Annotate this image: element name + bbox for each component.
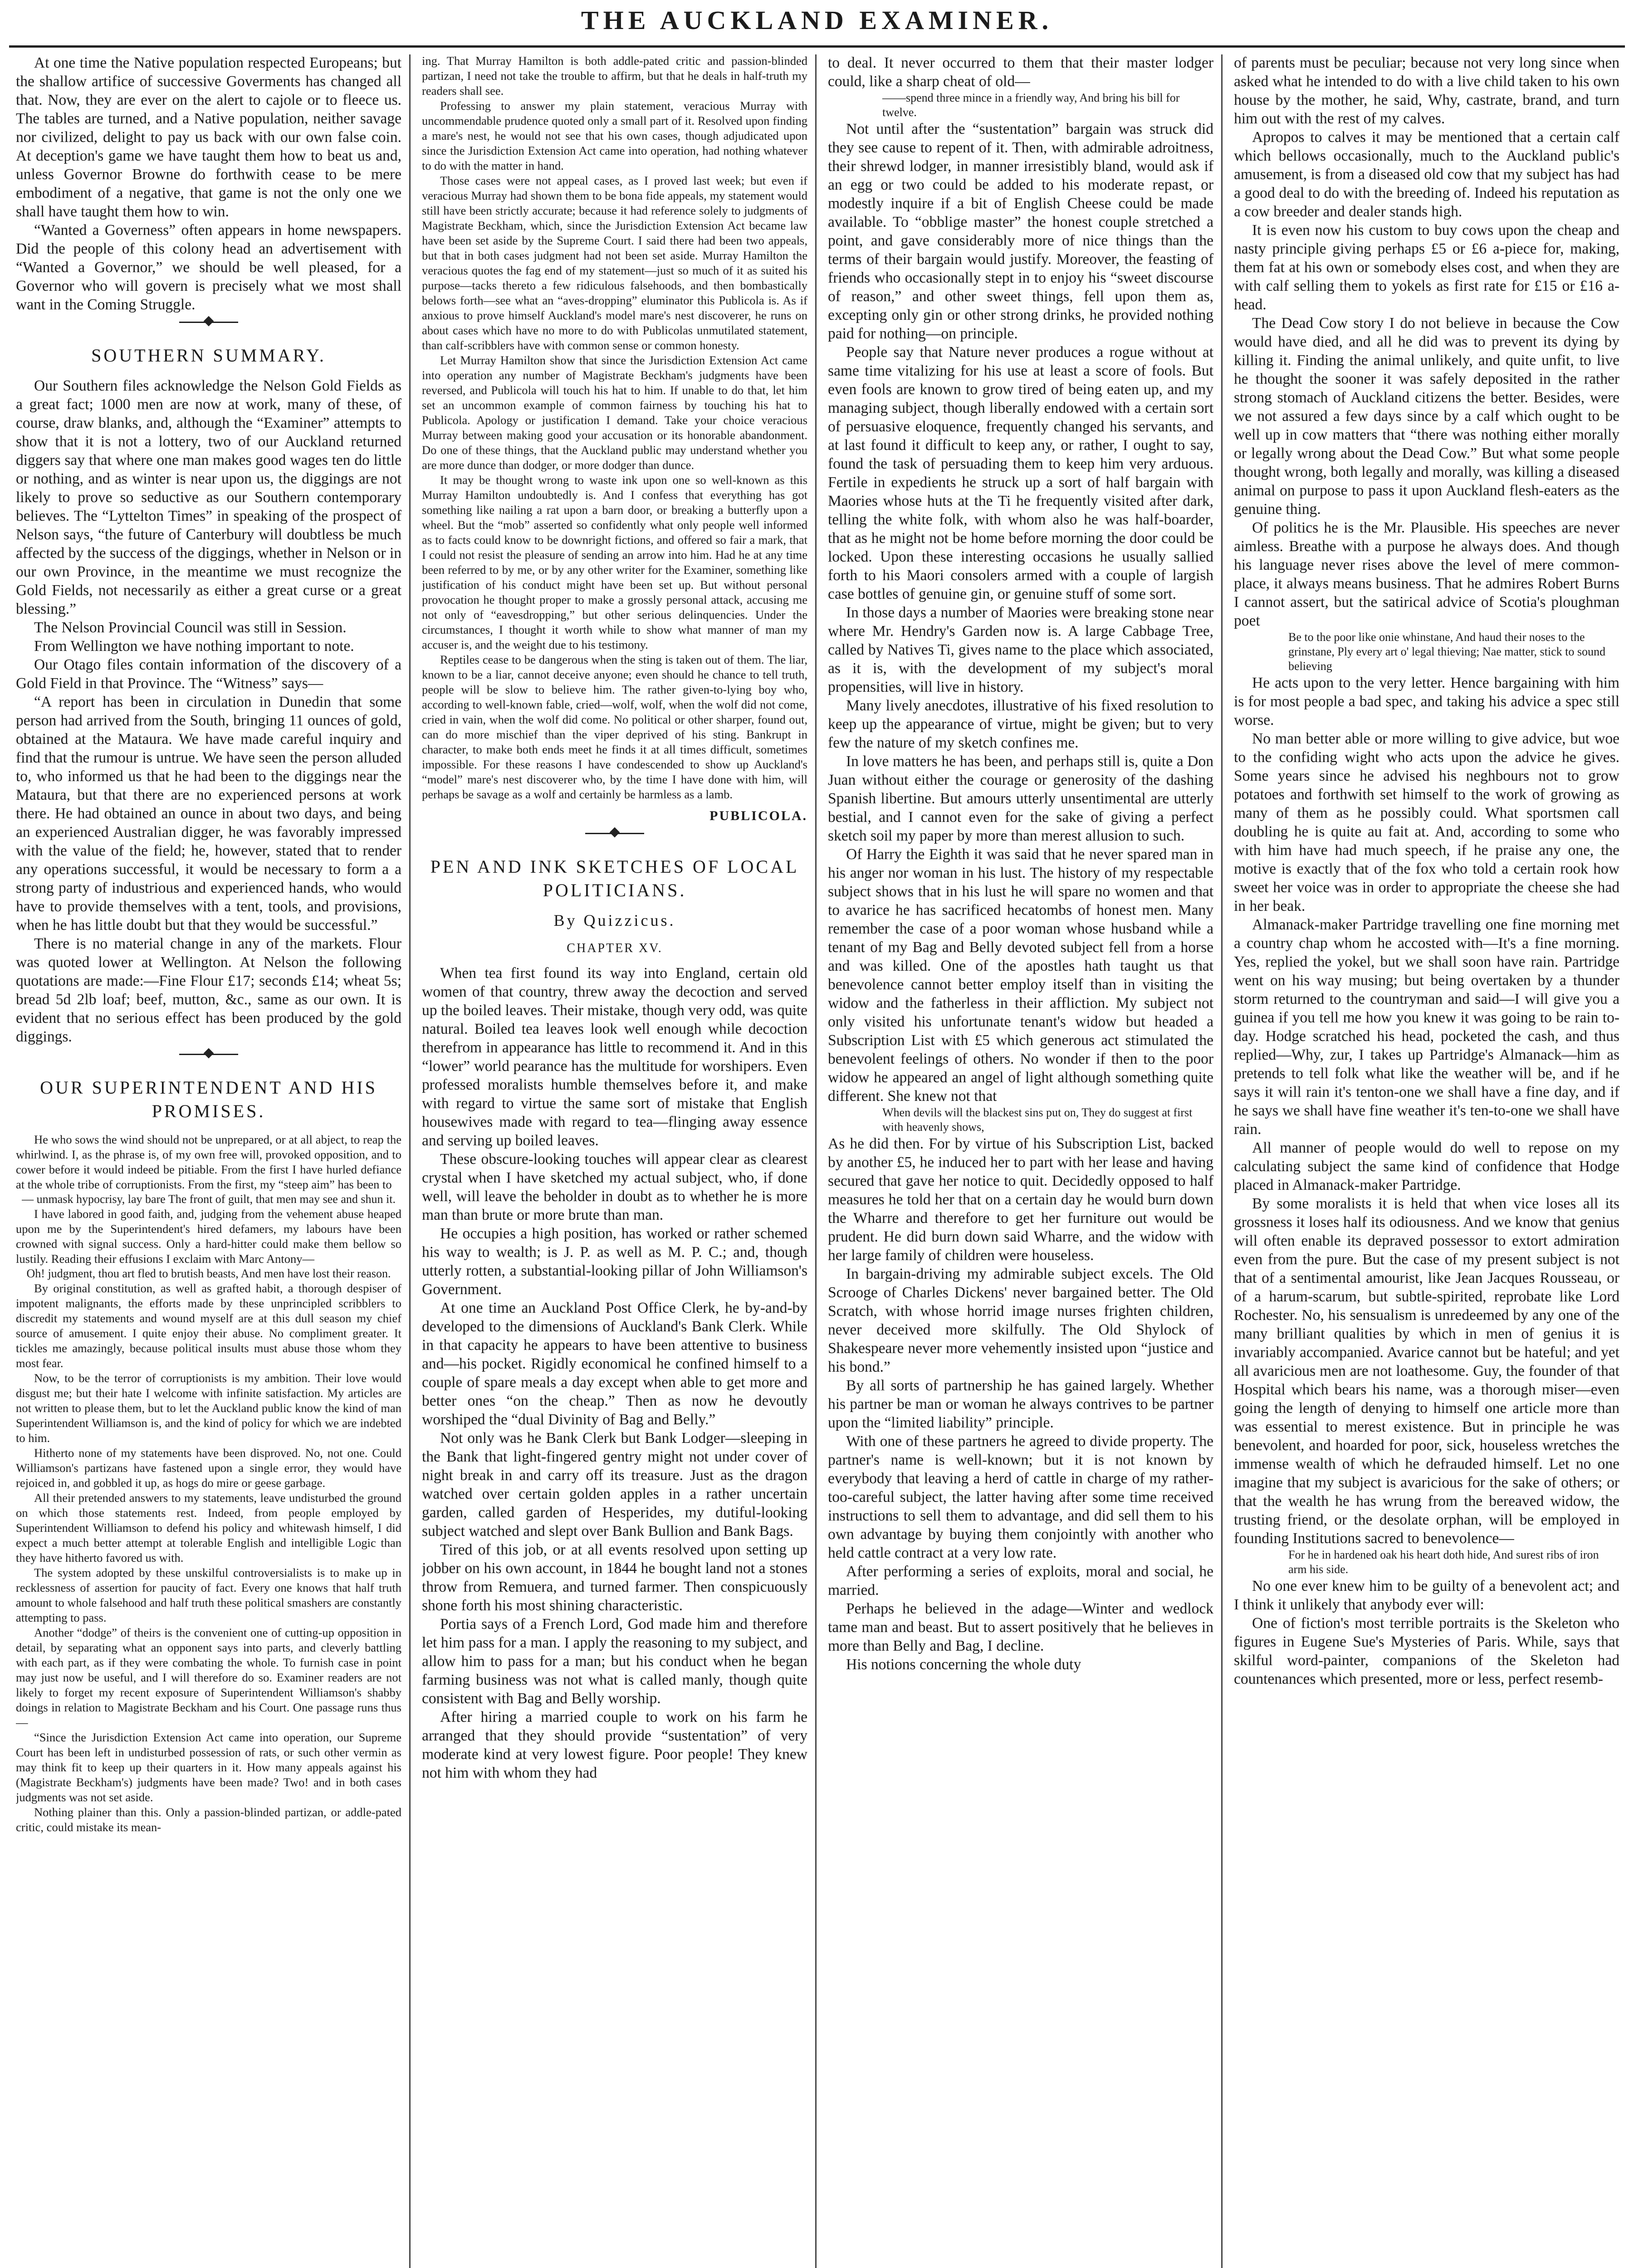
- column-4: [1234, 54, 1619, 2268]
- article-paragraph: As he did then. For by virtue of his Subscription List, backed by another £5, he induced her to part with her lease and having secured that gave her notice to quit. Decidedly opposed to half measures he told her that on a certain day he would burn down the Wharre and therefore to get her furniture out would be prudent. He did burn down said Wharre, and the widow with her large family of children were houseless.: [828, 1135, 1213, 1264]
- article-paragraph: Tired of this job, or at all events resolved upon setting up jobber on his own account, in 1844 he bought land not a stones throw from Remuera, and turned farmer. Then conspicuously shone forth his most shining characteristic.: [422, 1541, 807, 1614]
- masthead-rule: [9, 45, 1625, 48]
- letter-paragraph: Those cases were not appeal cases, as I proved last week; but even if veracious Murray had shown them to be bona fide appeals, my statement would still have been strictly accurate; because it had reference solely to judgments of Magistrate Beckham, which, since the Jurisdiction Extension Act became law have been set aside by the Supreme Court. I said there had been two appeals, but that in both cases judgment had not been set aside. Murray Hamilton the veracious quotes the fag end of my statement—just so much of it as suited his purpose—tacks thereto a few ridiculous falsehoods, and then bombastically belows forth—see what an “aves-dropping” eluminator this Publicola is. As if anxious to prove himself Auckland's model mare's nest discoverer, he runs on about cases which have no more to do with Publicolas unmutilated statement, than calf-scribblers have with common sense or common honesty.: [422, 174, 807, 352]
- article-paragraph: All manner of people would do well to repose on my calculating subject the same kind of confidence that Hodge placed in Almanack-maker Partridge.: [1234, 1139, 1619, 1193]
- letter-paragraph: All their pretended answers to my statements, leave undisturbed the ground on which those statements rest. Indeed, from people employed by Superintendent Williamson to defend his policy and whitewash himself, I did expect a much better attempt at tolerable English and intelligible Logic than they have hitherto favored us with.: [16, 1491, 401, 1564]
- column-3: [828, 54, 1213, 2268]
- article-paragraph: From Wellington we have nothing important to note.: [34, 638, 354, 655]
- sketches-heading: PEN AND INK SKETCHES OF LOCAL POLITICIANS.: [430, 856, 799, 900]
- article-paragraph: After performing a series of exploits, moral and social, he married.: [828, 1563, 1213, 1598]
- letter-paragraph: Now, to be the terror of corruptionists is my ambition. Their love would disgust me; but their hate I welcome with infinite satisfaction. My articles are not written to please them, but to let the Auckland public know the kind of man Superintendent Williamson is, and the kind of policy for which we are indebted to him.: [16, 1371, 401, 1445]
- letter-paragraph: Hitherto none of my statements have been disproved. No, not one. Could Williamson's partizans have fastened upon a single error, they would have rejoiced in, and gobbled it up, as hogs do mire or geese garbage.: [16, 1446, 401, 1490]
- article-paragraph: Of Harry the Eighth it was said that he never spared man in his anger nor woman in his lust. The history of my respectable subject shows that in his lust he will spare no women and that to avarice he has sacrificed hecatombs of honest men. Many remember the case of a poor woman whose husband while a tenant of my Bag and Belly devoted subject fell from a horse and was killed. One of the apostles hath taught us that benevolence cannot better employ itself than in visiting the widow and the fatherless in their affliction. My subject not only visited his unfortunate tenant's widow but headed a Subscription List with £5 which generous act stimulated the benevolent feelings of others. No wonder if then to the poor widow he appeared an angel of light although something quite different. She knew not that: [828, 846, 1213, 1105]
- article-paragraph: In bargain-driving my admirable subject excels. The Old Scrooge of Charles Dickens' never bargained better. The Old Scratch, with whose horrid image nurses frighten children, never deceived more skilfully. The Old Shylock of Shakespeare never more vehemently insisted upon “justice and his bond.”: [828, 1266, 1213, 1375]
- article-paragraph: These obscure-looking touches will appear clear as clearest crystal when I have sketched my actual subject, who, if done well, will leave the beholder in doubt as to whether he is more man than brute or more brute than man.: [422, 1151, 807, 1223]
- article-paragraph: His notions concerning the whole duty: [846, 1656, 1081, 1673]
- signature: PUBLICOLA.: [709, 808, 807, 823]
- verse-quote: ——spend three mince in a friendly way, And bring his bill for twelve.: [882, 91, 1180, 119]
- article-paragraph: The Dead Cow story I do not believe in because the Cow would have died, and all he did was to prevent its dying by killing it. Finding the animal unlikely, and quite unfit, to live he thought the sooner it was safely deposited in the rather strong stomach of Auckland citizens the better. Besides, were we not assured a few days since by a calf which ought to be well up in cow matters that “there was nothing either morally or legally wrong about the Dead Cow.” But what some people thought wrong, both legally and morally, was killing a diseased animal on purpose to pass it upon Auckland flesh-eaters as the genuine thing.: [1234, 315, 1619, 518]
- section-divider: [16, 1046, 401, 1062]
- article-paragraph: He acts upon to the very letter. Hence bargaining with him is for most people a bad spec, and taking his advice a spec still worse.: [1234, 675, 1619, 728]
- letter-paragraph: Another “dodge” of theirs is the convenient one of cutting-up opposition in detail, by separating what an opponent says into parts, and cleverly battling with each part, as if they were combating the whole. To furnish case in point may just now be useful, and I will therefore do so. Examiner readers are not likely to forget my recent exposure of Superintendent Williamson's shabby doings in relation to Magistrate Beckham and his Court. One passage runs thus—: [16, 1626, 401, 1729]
- article-paragraph: No one ever knew him to be guilty of a benevolent act; and I think it unlikely that anybody ever will:: [1234, 1578, 1619, 1613]
- section-divider: [16, 314, 401, 330]
- letter-paragraph: The system adopted by these unskilful controversialists is to make up in recklessness of assertion for paucity of fact. Every one knows that half truth amount to whole falsehood and half truth these political smashers are constantly attempting to pass.: [16, 1566, 401, 1624]
- letter-paragraph: Reptiles cease to be dangerous when the sting is taken out of them. The liar, known to be a liar, cannot deceive anyone; even should he chance to tell truth, people will be slow to believe him. The rather given-to-lying boy who, according to well-known fable, cried—wolf, wolf, when the wolf did not come, cried in vain, when the wolf did come. No political or other sharper, found out, can do more mischief than the viper deprived of his sting. Bankrupt in character, to make both ends meet he finds it at all times difficult, sometimes impossible. For these reasons I have condescended to show up Auckland's “model” mare's nest discoverer who, by the time I have done with him, will perhaps be savage as a wolf and certainly be harmless as a lamb.: [422, 653, 807, 801]
- article-paragraph: He occupies a high position, has worked or rather schemed his way to wealth; is J. P. as well as M. P. C.; and, though utterly rotten, a substantial-looking pillar of John Williamson's Government.: [422, 1225, 807, 1298]
- column-1: [16, 54, 401, 2268]
- article-paragraph: By some moralists it is held that when vice loses all its grossness it loses half its odiousness. And we know that genius will often enable its depraved possessor to extort admiration even from the pure. But the case of my present subject is not that of a sentimental amourist, like Jean Jacques Rousseau, or of a harum-scarum, but subtle-spirited, reprobate like Lord Rochester. No, his sensualism is unredeemed by any one of the many brilliant qualities by which in men of genius it is invariably accompanied. Avarice cannot but be hateful; and yet all avaricious men are not loathesome. Guy, the founder of that Hospital which bears his name, was a thorough miser—even going the length of denying to himself one article more than was essential to merest existence. But in principle he was benevolent, and hoarded for poor, sick, houseless wretches the immense wealth of which he defrauded himself. Let no one imagine that my subject is avaricious for the sake of others; or that the wealth he has wrung from the bereaved widow, the trusting friend, or the desolate orphan, will be employed in founding Institutions sacred to benevolence—: [1234, 1195, 1619, 1547]
- article-paragraph: The Nelson Provincial Council was still in Session.: [34, 619, 347, 636]
- article-paragraph: After hiring a married couple to work on his farm he arranged that they should provide “sustentation” of very moderate kind at very lowest figure. Poor people! They knew not him with whom they had: [422, 1709, 807, 1781]
- article-paragraph: At one time the Native population respected Europeans; but the shallow artifice of successive Goverments has changed all that. Now, they are ever on the alert to cajole or to fleece us. The tables are turned, and a Native population, neither savage nor civilized, delight to pay us back with our own false coin. At deception's game we have taught them how to beat us and, unless Governor Browne do forthwith cease to be mere embodiment of a negative, that game is not the only one we shall have taught them how to win.: [16, 54, 401, 220]
- article-paragraph: to deal. It never occurred to them that their master lodger could, like a sharp cheat of old—: [828, 54, 1213, 90]
- article-paragraph: People say that Nature never produces a rogue without at same time vitalizing for his use at least a score of fools. But even fools are known to grow tired of being eaten up, and my managing subject, though liberally endowed with a certain sort of persuasive eloquence, frequently changed his servants, and at last found it difficult to keep any, or rather, I ought to say, found the task of persuading them to keep him very arduous. Fertile in expedients he struck up a sort of half bargain with Maories whose huts at the Ti he frequently visited after dark, telling the white folk, with whom also he was half-boarder, that as he might not be home before morning the door could be locked. Upon these interesting occasions he usually sallied forth to his Maori consolers armed with a couple of largish case bottles of genuine gin, or genuine stuff of some sort.: [828, 344, 1213, 602]
- chapter-label: CHAPTER XV.: [567, 941, 663, 955]
- article-paragraph: of parents must be peculiar; because not very long since when asked what he intended to do with a live child taken to his own house by the mother, he said, Why, castrate, brand, and turn him out with the rest of my calves.: [1234, 54, 1619, 127]
- verse-quote: — unmask hypocrisy, lay bare The front of guilt, that men may see and shun it.: [22, 1193, 396, 1206]
- letter-paragraph: Let Murray Hamilton show that since the Jurisdiction Extension Act came into operation any number of Magistrate Beckham's judgments have been reversed, and Publicola will touch his hat to him. If unable to do that, let him set an uncommon example of common fairness by touching his hat to Publicola. Apology or justification I demand. Take your choice veracious Murray between making good your accusation or its honorable abandonment. Do one of these things, that the Auckland public may understand whether you are more dunce than dodger, or more dodger than dunce.: [422, 353, 807, 472]
- article-paragraph: Of politics he is the Mr. Plausible. His speeches are never aimless. Breathe with a purpose he always does. And though his language never rises above the level of mere common-place, it always means business. That he admires Robert Burns I cannot assert, but the satirical advice of Scotia's ploughman poet: [1234, 519, 1619, 629]
- verse-quote: For he in hardened oak his heart doth hide, And surest ribs of iron arm his side.: [1288, 1548, 1599, 1576]
- verse-quote: When devils will the blackest sins put on, They do suggest at first with heavenly shows,: [882, 1106, 1193, 1134]
- article-paragraph: Our Southern files acknowledge the Nelson Gold Fields as a great fact; 1000 men are now at work, many of these, of course, draw blanks, and, although the “Examiner” attempts to show that it is not a lottery, two of our Auckland returned diggers say that where one man makes good wages ten do little or nothing, and as winter is near upon us, the diggings are not likely to prove so seductive as our Southern contemporary believes. The “Lyttelton Times” in speaking of the prospect of Nelson says, “the future of Canterbury will doubtless be much affected by the success of the diggings, whether in Nelson or in our own Province, in the meantime we must recognize the Gold Fields, not necessarily as either a great curse or a great blessing.”: [16, 377, 401, 617]
- article-paragraph: No man better able or more willing to give advice, but woe to the confiding wight who acts upon the advice he gives. Some years since he advised his neghbours not to grow potatoes and forthwith set himself to the work of growing as many of them as he possibly could. What sportsmen call doubling he is quite au fait at. And, according to some who with him have had much speech, if he praise any one, the motive is exactly that of the fox who told a certain rook how sweet her voice was in order to appropriate the cheese she had in her beak.: [1234, 730, 1619, 914]
- superintendent-heading: OUR SUPERINTENDENT AND HIS PROMISES.: [40, 1077, 377, 1121]
- article-paragraph: “A report has been in circulation in Dunedin that some person had arrived from the South, bringing 11 ounces of gold, obtained at the Mataura. We have made careful inquiry and find that the rumour is untrue. We have seen the person alluded to, who informed us that he had been to the diggings near the Mataura, but that there are no experienced persons at work there. He had obtained an ounce in about two days, and being an experienced Australian digger, he was favorably impressed with the value of the field; he, however, stated that to render any operations successful, it would be necessary to form a a strong party of industrious and experienced hands, who would have to provide themselves with a tent, tools, and provisions, when he has little doubt but that they would be successful.”: [16, 694, 401, 934]
- article-paragraph: Apropos to calves it may be mentioned that a certain calf which bellows occasionally, much to the Auckland public's amusement, is from a diseased old cow that my subject has had a good deal to do with the breeding of. Indeed his reputation as a cow breeder and dealer stands high.: [1234, 129, 1619, 220]
- article-paragraph: When tea first found its way into England, certain old women of that country, threw away the decoction and served up the boiled leaves. Their mistake, though very odd, was quite natural. Boiled tea leaves look well enough while decoction therefrom in appearance has little to recommend it. And in this “lower” world pearance has the multitude for worshipers. Even professed moralists humble themselves before it, and make with regard to virtue the same sort of mistake that English housewives made with regard to tea—flinging away essence and serving up boiled leaves.: [422, 965, 807, 1149]
- southern-summary-heading: SOUTHERN SUMMARY.: [91, 345, 326, 366]
- article-paragraph: Not until after the “sustentation” bargain was struck did they see cause to repent of it. Then, with admirable adroitness, their shrewd lodger, in manner irresistibly bland, would ask if an egg or two could be added to his moderate repast, or modestly inquire if a bit of English Cheese could be made available. To “obblige master” the honest couple stretched a point, and gave considerably more of nice things than the terms of their bargain would justify. Moreover, the feasting of friends who occasionally stept in to enjoy his “sweet discourse of reason,” and other sweet things, fell upon them as, excepting only gin or other strong drinks, he provided nothing paid for nothing—on principle.: [828, 121, 1213, 342]
- letter-paragraph: He who sows the wind should not be unprepared, or at all abject, to reap the whirlwind. I, as the phrase is, of my own free will, provoked opposition, and to cower before it would indeed be pitiable. From the first I have hurled defiance at the whole tribe of corruptionists. From the first, my “steep aim” has been to: [16, 1133, 401, 1191]
- column-2: [422, 54, 807, 2268]
- column-rule: [1221, 54, 1223, 2268]
- article-paragraph: There is no material change in any of the markets. Flour was quoted lower at Wellington. At Nelson the following quotations are made:—Fine Flour £17; seconds £14; wheat 5s; bread 5d 2lb loaf; beef, mutton, &c., same as our own. It is evident that no serious effect has been produced by the gold diggings.: [16, 935, 401, 1045]
- letter-paragraph: Nothing plainer than this. Only a passion-blinded partizan, or addle-pated critic, could mistake its mean-: [16, 1805, 401, 1834]
- byline: By Quizzicus.: [553, 911, 676, 929]
- article-paragraph: It is even now his custom to buy cows upon the cheap and nasty principle giving perhaps £5 or £6 a-piece for, making, them fat at his own or somebody elses cost, and when they are with calf selling them to yokels as first rate for £15 or £16 a-head.: [1234, 222, 1619, 313]
- article-paragraph: Perhaps he believed in the adage—Winter and wedlock tame man and beast. But to assert positively that he believes in more than Belly and Bag, I decline.: [828, 1600, 1213, 1654]
- letter-paragraph: Professing to answer my plain statement, veracious Murray with uncommendable prudence quoted only a small part of it. Resolved upon finding a mare's nest, he would not see that his own cases, though adjudicated upon since the Jurisdiction Extension Act came into operation, had nothing whatever to do with the matter in hand.: [422, 99, 807, 172]
- letter-paragraph: By original constitution, as well as grafted habit, a thorough despiser of impotent malignants, the efforts made by these unprincipled scribblers to discredit my statements and wound myself are at this dull season my chief source of amusement. I quite enjoy their abuse. No compliment greater. It tickles me amazingly, because political insults must abuse those whom they most fear.: [16, 1281, 401, 1370]
- column-rule: [409, 54, 411, 2268]
- article-paragraph: At one time an Auckland Post Office Clerk, he by-and-by developed to the dimensions of Auckland's Bank Clerk. While in that capacity he appears to have been attentive to business and—his pocket. Rigidly economical he confined himself to a couple of spare meals a day except when able to get more and better ones “on the cheap.” Then as now he devoutly worshiped the “dual Divinity of Bag and Belly.”: [422, 1300, 807, 1428]
- article-paragraph: Not only was he Bank Clerk but Bank Lodger—sleeping in the Bank that light-fingered gentry might not under cover of night break in and carry off its treasure. Just as the dragon watched over certain golden apples in a rather uncertain garden, called garden of Hesperides, my dutiful-looking subject watched and slept over Bank Bullion and Bank Bags.: [422, 1430, 807, 1540]
- masthead-title: THE AUCKLAND EXAMINER.: [581, 5, 1053, 35]
- article-paragraph: Many lively anecdotes, illustrative of his fixed resolution to keep up the appearance of virtue, might be given; but to very few the nature of my sketch confines me.: [828, 697, 1213, 751]
- letter-paragraph: “Since the Jurisdiction Extension Act came into operation, our Supreme Court has been left in undisturbed possession of rats, or such other vermin as may think fit to keep up their quarters in it. How many appeals against his (Magistrate Beckham's) judgments have been made? Two! and in both cases judgments was not set aside.: [16, 1730, 401, 1804]
- letter-paragraph: It may be thought wrong to waste ink upon one so well-known as this Murray Hamilton undoubtedly is. And I confess that everything has got something like nailing a rat upon a barn door, or breaking a butterfly upon a wheel. But the “mob” asserted so confidently what only people well informed as to facts could know to be downright fictions, and offered so fair a mark, that I could not resist the pleasure of sending an arrow into him. Had he at any time been referred to by me, or by any other writer for the Examiner, something like justification of his conduct might have been set up. But without personal provocation he thought proper to make a grossly personal attack, accusing me not only of “eavesdropping,” but other serious delinquencies. Under the circumstances, I thought it worth while to show what manner of man my accuser is, and the weight due to his testimony.: [422, 473, 807, 651]
- column-rule: [815, 54, 817, 2268]
- verse-quote: Oh! judgment, thou art fled to brutish beasts, And men have lost their reason.: [26, 1267, 391, 1280]
- article-paragraph: Portia says of a French Lord, God made him and therefore let him pass for a man. I apply the reasoning to my subject, and allow him to pass for a man; but his conduct when he began farming business was not what is called manly, though quite consistent with Bag and Belly worship.: [422, 1616, 807, 1707]
- article-paragraph: By all sorts of partnership he has gained largely. Whether his partner be man or woman he always contrives to be partner upon the “limited liability” principle.: [828, 1377, 1213, 1431]
- article-paragraph: Our Otago files contain information of the discovery of a Gold Field in that Province. The “Witness” says—: [16, 656, 401, 692]
- verse-quote: Be to the poor like onie whinstane, And haud their noses to the grinstane, Ply every art o' legal thieving; Nae matter, stick to sound believing: [1288, 631, 1605, 673]
- article-paragraph: With one of these partners he agreed to divide property. The partner's name is well-known; but it is not known by everybody that leaving a herd of cattle in charge of my rather-too-careful subject, the latter having after some time received instructions to sell them to advantage, and did sell them to his own advantage by buying them conjointly with another who held cattle contract at a very low rate.: [828, 1433, 1213, 1561]
- letter-paragraph: I have labored in good faith, and, judging from the vehement abuse heaped upon me by the Superintendent's hired defamers, my labours have been crowned with signal success. Only a hard-hitter could make them bellow so lustily. Reading their effusions I exclaim with Marc Antony—: [16, 1207, 401, 1266]
- article-paragraph: In love matters he has been, and perhaps still is, quite a Don Juan without either the courage or generosity of the dashing Spanish libertine. But amours utterly unsentimental are utterly bestial, and I cannot even for the sake of giving a perfect sketch soil my paper by more than merest allusion to such.: [828, 753, 1213, 844]
- article-paragraph: One of fiction's most terrible portraits is the Skeleton who figures in Eugene Sue's Mysteries of Paris. While, says that skilful word-painter, companions of the Skeleton had countenances which presented, more or less, perfect resemb-: [1234, 1615, 1619, 1687]
- article-paragraph: In those days a number of Maories were breaking stone near where Mr. Hendry's Garden now is. A large Cabbage Tree, called by Natives Ti, gives name to the place which associated, as it is, with the development of my subject's moral propensities, will live in history.: [828, 604, 1213, 695]
- article-paragraph: “Wanted a Governess” often appears in home newspapers. Did the people of this colony head an advertisement with “Wanted a Governor,” we should be well pleased, for a Governor who will govern is precisely what we most shall want in the Coming Struggle.: [16, 222, 401, 313]
- article-paragraph: Almanack-maker Partridge travelling one fine morning met a country chap whom he accosted with—It's a fine morning. Yes, replied the yokel, but we shall soon have rain. Partridge went on his way musing; but being overtaken by a thunder storm returned to the countryman and said—I will give you a guinea if you tell me how you knew it was going to be rain to-day. Hodge scratched his head, pocketed the cash, and thus replied—Why, zur, I takes up Partridge's Almanack—him as pretends to tell folk what like the weather will be, and if he says it will rain it's tenton-one we shall have a fine day, and if he says we shall have fine weather it's ten-to-one we shall have rain.: [1234, 916, 1619, 1138]
- section-divider: [422, 825, 807, 841]
- letter-paragraph: ing. That Murray Hamilton is both addle-pated critic and passion-blinded partizan, I need not take the trouble to affirm, but that he deals in half-truth my readers shall see.: [422, 54, 807, 98]
